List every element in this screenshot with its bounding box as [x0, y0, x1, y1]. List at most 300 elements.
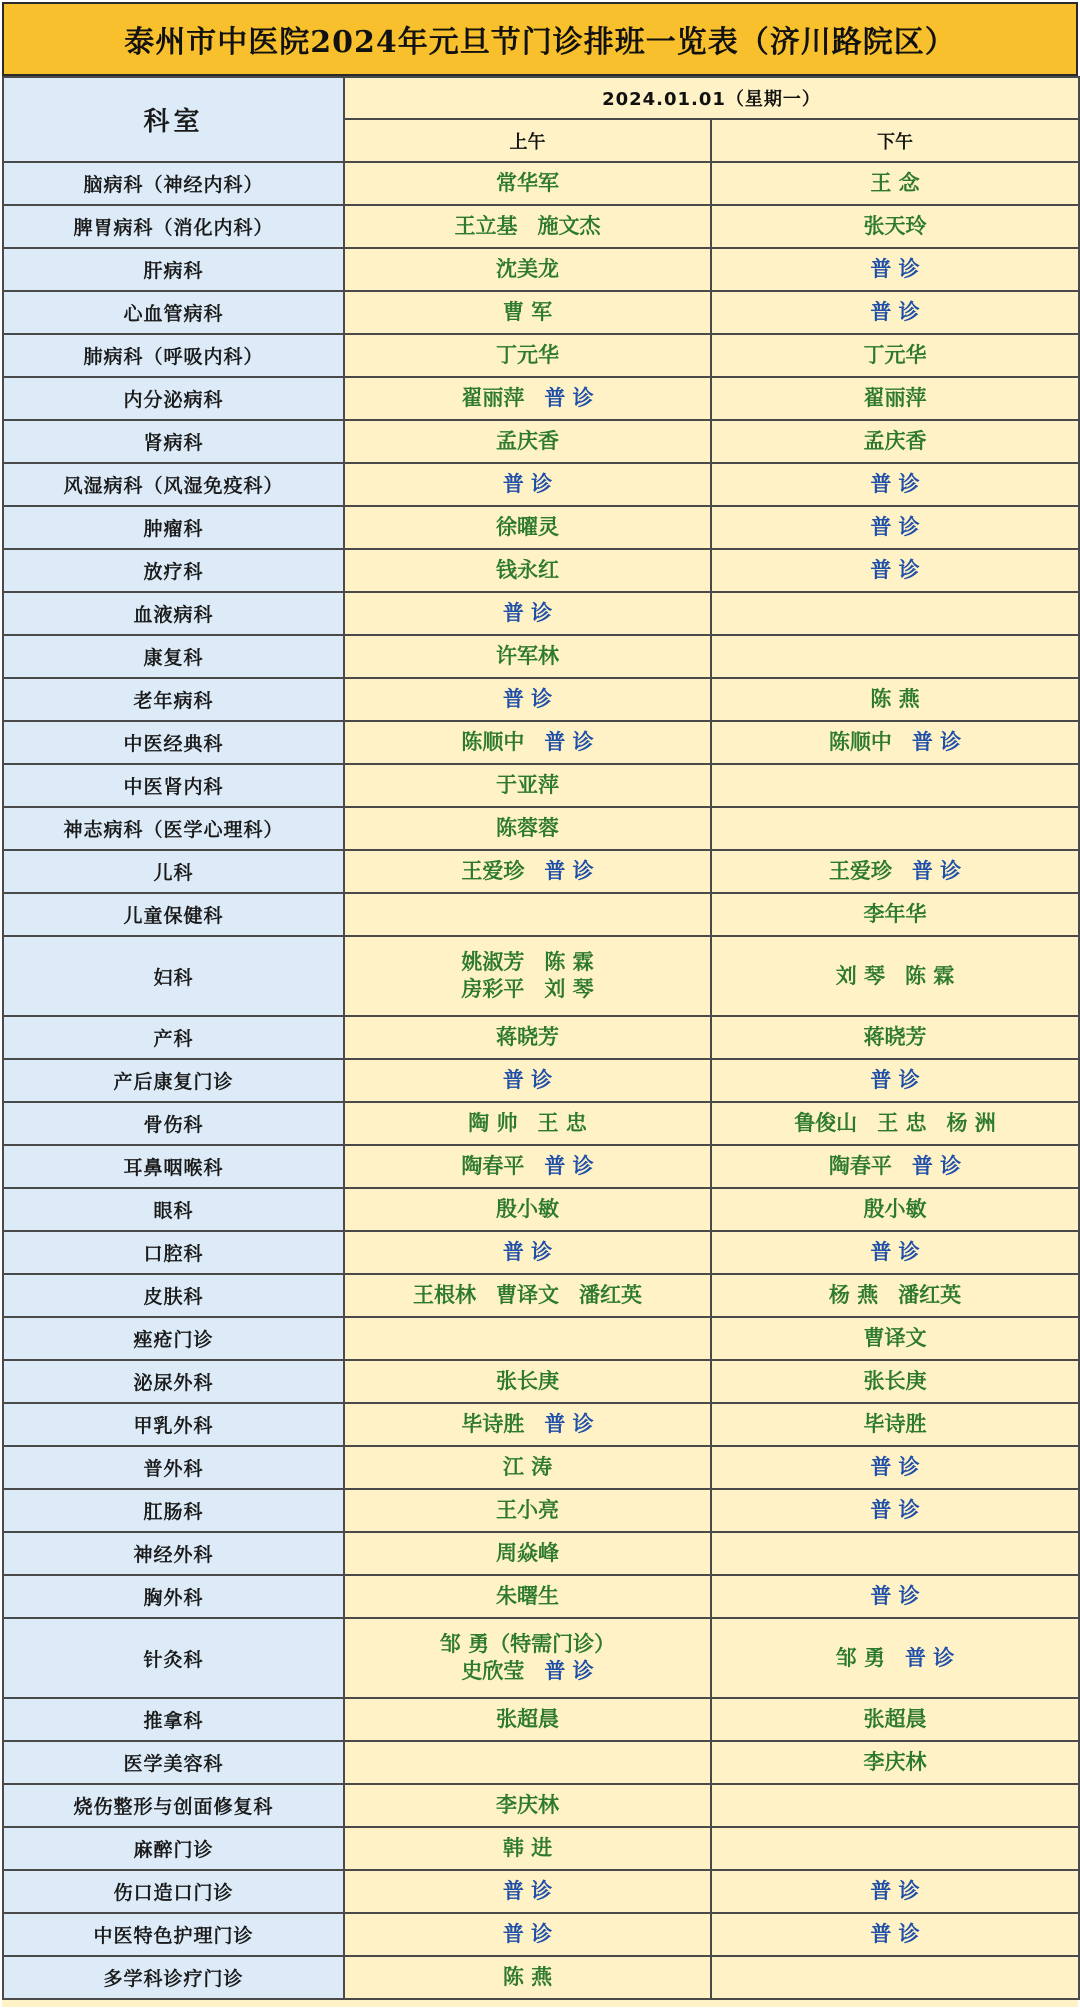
table-row	[3, 291, 1079, 334]
table-row	[3, 1741, 1079, 1784]
cell-line	[712, 557, 1078, 584]
afternoon-cell	[711, 1446, 1079, 1489]
cell-line	[712, 1878, 1078, 1905]
department-name: 血液病科	[3, 592, 344, 635]
doctor-name: 王 忠	[537, 1111, 587, 1135]
department-name: 老年病科	[3, 678, 344, 721]
cell-line	[345, 557, 710, 584]
department-name: 神经外科	[3, 1532, 344, 1575]
department-name: 皮肤科	[3, 1274, 344, 1317]
cell-line	[712, 1196, 1078, 1223]
cell-line	[345, 1239, 710, 1266]
department-name: 脑病科（神经内科）	[3, 162, 344, 205]
general-clinic-label: 普 诊	[870, 300, 920, 324]
afternoon-cell	[711, 1913, 1079, 1956]
cell-line	[712, 1024, 1078, 1051]
table-row	[3, 635, 1079, 678]
morning-cell	[344, 1016, 711, 1059]
doctor-name: 陶春平	[828, 1154, 892, 1178]
doctor-name: 张超晨	[863, 1707, 927, 1731]
table-row	[3, 807, 1079, 850]
doctor-name: 曹 军	[502, 300, 553, 324]
cell-line	[345, 1631, 710, 1658]
morning-cell	[344, 1403, 711, 1446]
general-clinic-label: 普 诊	[502, 1879, 553, 1903]
department-name: 产科	[3, 1016, 344, 1059]
morning-cell	[344, 334, 711, 377]
general-clinic-label: 普 诊	[870, 472, 920, 496]
department-name: 风湿病科（风湿免疫科）	[3, 463, 344, 506]
doctor-name: 韩 进	[502, 1836, 553, 1860]
general-clinic-label: 普 诊	[870, 1068, 920, 1092]
department-name: 推拿科	[3, 1698, 344, 1741]
table-row	[3, 1913, 1079, 1956]
afternoon-cell	[711, 1618, 1079, 1698]
cell-line	[345, 949, 710, 976]
cell-line	[345, 1497, 710, 1524]
general-clinic-label: 普 诊	[502, 1068, 553, 1092]
table-row	[3, 1274, 1079, 1317]
afternoon-cell	[711, 592, 1079, 635]
table-row	[3, 592, 1079, 635]
afternoon-cell	[711, 1231, 1079, 1274]
cell-line	[345, 514, 710, 541]
doctor-name: 王根林	[413, 1283, 476, 1307]
schedule-sheet	[2, 2, 1078, 2007]
department-name: 中医肾内科	[3, 764, 344, 807]
department-name: 内分泌病科	[3, 377, 344, 420]
doctor-name: 鲁俊山	[794, 1111, 858, 1135]
header-row-date	[3, 77, 1079, 119]
department-name: 妇科	[3, 936, 344, 1016]
cell-line	[712, 428, 1078, 455]
doctor-name: 李年华	[863, 902, 927, 926]
afternoon-cell	[711, 377, 1079, 420]
cell-line	[345, 1153, 710, 1180]
morning-cell	[344, 1827, 711, 1870]
morning-cell	[344, 1360, 711, 1403]
department-name: 心血管病科	[3, 291, 344, 334]
morning-cell	[344, 1575, 711, 1618]
afternoon-cell	[711, 1016, 1079, 1059]
table-row	[3, 1870, 1079, 1913]
cell-line	[345, 1835, 710, 1862]
doctor-name: 施文杰	[537, 214, 601, 238]
afternoon-cell	[711, 506, 1079, 549]
cell-line	[712, 1239, 1078, 1266]
cell-line	[712, 858, 1078, 885]
cell-line	[712, 385, 1078, 412]
doctor-name: 张天玲	[863, 214, 927, 238]
doctor-name: 姚淑芳	[461, 950, 525, 974]
page-title: 泰州市中医院2024年元旦节门诊排班一览表（济川路院区）	[2, 2, 1078, 76]
table-row	[3, 1956, 1079, 1999]
morning-cell	[344, 1317, 711, 1360]
department-name: 医学美容科	[3, 1741, 344, 1784]
morning-cell	[344, 1059, 711, 1102]
department-name: 胸外科	[3, 1575, 344, 1618]
cell-line	[345, 1921, 710, 1948]
cell-line	[345, 428, 710, 455]
department-name: 神志病科（医学心理科）	[3, 807, 344, 850]
doctor-name: 王小亮	[496, 1498, 559, 1522]
cell-line	[345, 471, 710, 498]
afternoon-cell	[711, 1827, 1079, 1870]
department-name: 眼科	[3, 1188, 344, 1231]
department-name: 肝病科	[3, 248, 344, 291]
table-row	[3, 1188, 1079, 1231]
cell-line	[712, 1921, 1078, 1948]
afternoon-cell	[711, 850, 1079, 893]
department-name: 康复科	[3, 635, 344, 678]
table-row	[3, 205, 1079, 248]
table-row	[3, 248, 1079, 291]
afternoon-cell	[711, 1532, 1079, 1575]
table-row	[3, 1016, 1079, 1059]
general-clinic-label: 普 诊	[502, 601, 553, 625]
doctor-name: 毕诗胜	[863, 1412, 927, 1436]
schedule-body	[3, 162, 1079, 1999]
general-clinic-label: 普 诊	[905, 1645, 955, 1670]
doctor-name: 孟庆香	[496, 429, 559, 453]
doctor-name: 刘 琴	[544, 977, 594, 1001]
cell-line	[345, 686, 710, 713]
doctor-name: 邹 勇	[835, 1645, 885, 1670]
date-header: 2024.01.01（星期一）	[344, 77, 1079, 119]
morning-cell	[344, 1913, 711, 1956]
afternoon-cell	[711, 334, 1079, 377]
doctor-name: 张长庚	[496, 1369, 559, 1393]
cell-line	[345, 1067, 710, 1094]
general-clinic-label: 普 诊	[502, 687, 553, 711]
cell-line	[712, 1645, 1078, 1672]
cell-line	[712, 514, 1078, 541]
table-row	[3, 1231, 1079, 1274]
table-row	[3, 1403, 1079, 1446]
doctor-name: 杨 洲	[946, 1111, 996, 1135]
doctor-name: 张超晨	[496, 1707, 559, 1731]
table-row	[3, 463, 1079, 506]
morning-cell	[344, 936, 711, 1016]
table-row	[3, 1827, 1079, 1870]
table-row	[3, 764, 1079, 807]
department-name: 伤口造口门诊	[3, 1870, 344, 1913]
doctor-name: 毕诗胜	[461, 1412, 525, 1436]
cell-line	[345, 256, 710, 283]
cell-line	[345, 1706, 710, 1733]
doctor-name: 翟丽萍	[461, 386, 525, 410]
department-name: 甲乳外科	[3, 1403, 344, 1446]
doctor-name: 蒋晓芳	[496, 1025, 559, 1049]
afternoon-cell	[711, 1059, 1079, 1102]
cell-line	[345, 1282, 710, 1309]
morning-cell	[344, 1870, 711, 1913]
cell-line	[345, 1792, 710, 1819]
doctor-name: 陈顺中	[461, 730, 525, 754]
doctor-name: 房彩平	[461, 977, 525, 1001]
table-row	[3, 678, 1079, 721]
cell-line	[712, 1282, 1078, 1309]
doctor-name: 周焱峰	[496, 1541, 559, 1565]
cell-line	[345, 1196, 710, 1223]
morning-cell	[344, 1145, 711, 1188]
cell-line	[712, 1706, 1078, 1733]
morning-cell	[344, 1274, 711, 1317]
doctor-name: 陈顺中	[828, 730, 892, 754]
general-clinic-label: 普 诊	[911, 730, 962, 754]
afternoon-cell	[711, 1698, 1079, 1741]
afternoon-cell	[711, 549, 1079, 592]
morning-cell	[344, 1489, 711, 1532]
afternoon-cell	[711, 1102, 1079, 1145]
cell-line	[345, 600, 710, 627]
general-clinic-label: 普 诊	[870, 1455, 920, 1479]
general-clinic-label: 普 诊	[870, 257, 920, 281]
cell-line	[712, 213, 1078, 240]
department-name: 肾病科	[3, 420, 344, 463]
general-clinic-label: 普 诊	[544, 1154, 594, 1178]
doctor-name: 王爱珍	[828, 859, 892, 883]
morning-cell	[344, 592, 711, 635]
cell-line	[345, 858, 710, 885]
table-row	[3, 1698, 1079, 1741]
cell-line	[345, 1583, 710, 1610]
doctor-name: 王爱珍	[461, 859, 525, 883]
doctor-name: 刘 琴	[835, 963, 885, 988]
afternoon-cell	[711, 721, 1079, 764]
general-clinic-label: 普 诊	[870, 1240, 920, 1264]
general-clinic-label: 普 诊	[911, 859, 962, 883]
doctor-name: 曹译文	[863, 1326, 927, 1350]
doctor-name: 邹 勇（特需门诊）	[439, 1632, 616, 1656]
doctor-name: 孟庆香	[863, 429, 927, 453]
doctor-name: 陶春平	[461, 1154, 525, 1178]
cell-line	[345, 815, 710, 842]
cell-line	[712, 1368, 1078, 1395]
afternoon-cell	[711, 1784, 1079, 1827]
afternoon-cell	[711, 1870, 1079, 1913]
doctor-name: 史欣莹	[461, 1659, 525, 1683]
table-row	[3, 721, 1079, 764]
general-clinic-label: 普 诊	[502, 472, 553, 496]
cell-line	[712, 1749, 1078, 1776]
afternoon-cell	[711, 1956, 1079, 1999]
cell-line	[712, 471, 1078, 498]
department-name: 肛肠科	[3, 1489, 344, 1532]
afternoon-cell	[711, 635, 1079, 678]
cell-line	[345, 772, 710, 799]
doctor-name: 陈 燕	[502, 1965, 553, 1989]
cell-line	[345, 643, 710, 670]
doctor-name: 陶 帅	[468, 1111, 518, 1135]
morning-cell	[344, 1784, 711, 1827]
doctor-name: 曹译文	[496, 1283, 559, 1307]
morning-cell	[344, 1698, 711, 1741]
afternoon-cell	[711, 1317, 1079, 1360]
afternoon-cell	[711, 291, 1079, 334]
schedule-table	[2, 76, 1080, 2000]
morning-cell	[344, 807, 711, 850]
doctor-name: 杨 燕	[828, 1283, 879, 1307]
department-name: 痤疮门诊	[3, 1317, 344, 1360]
morning-cell	[344, 1618, 711, 1698]
department-name: 普外科	[3, 1446, 344, 1489]
department-name: 泌尿外科	[3, 1360, 344, 1403]
doctor-name: 王 忠	[877, 1111, 927, 1135]
cell-line	[712, 170, 1078, 197]
cell-line	[345, 299, 710, 326]
cell-line	[712, 686, 1078, 713]
table-row	[3, 549, 1079, 592]
doctor-name: 钱永红	[496, 558, 559, 582]
cell-line	[712, 1497, 1078, 1524]
table-row	[3, 1784, 1079, 1827]
table-row	[3, 1446, 1079, 1489]
general-clinic-label: 普 诊	[870, 1879, 920, 1903]
doctor-name: 蒋晓芳	[863, 1025, 927, 1049]
cell-line	[345, 1878, 710, 1905]
doctor-name: 李庆林	[863, 1750, 927, 1774]
department-name: 耳鼻咽喉科	[3, 1145, 344, 1188]
cell-line	[345, 1411, 710, 1438]
morning-column-header: 上午	[344, 119, 711, 162]
general-clinic-label: 普 诊	[544, 730, 594, 754]
afternoon-cell	[711, 1145, 1079, 1188]
department-name: 骨伤科	[3, 1102, 344, 1145]
department-name: 儿科	[3, 850, 344, 893]
doctor-name: 常华军	[496, 171, 559, 195]
table-row	[3, 936, 1079, 1016]
morning-cell	[344, 850, 711, 893]
doctor-name: 陈 燕	[870, 687, 920, 711]
cell-line	[345, 1454, 710, 1481]
cell-line	[712, 1583, 1078, 1610]
morning-cell	[344, 463, 711, 506]
department-name: 烧伤整形与创面修复科	[3, 1784, 344, 1827]
morning-cell	[344, 1532, 711, 1575]
cell-line	[345, 1658, 710, 1685]
department-name: 多学科诊疗门诊	[3, 1956, 344, 1999]
table-row	[3, 893, 1079, 936]
cell-line	[712, 1325, 1078, 1352]
afternoon-cell	[711, 162, 1079, 205]
cell-line	[712, 729, 1078, 756]
cell-line	[712, 256, 1078, 283]
morning-cell	[344, 1446, 711, 1489]
cell-line	[345, 976, 710, 1003]
table-row	[3, 420, 1079, 463]
cell-line	[345, 213, 710, 240]
cell-line	[345, 1368, 710, 1395]
table-row	[3, 1145, 1079, 1188]
table-row	[3, 1575, 1079, 1618]
doctor-name: 丁元华	[496, 343, 559, 367]
cell-line	[345, 1024, 710, 1051]
doctor-name: 陈蓉蓉	[496, 816, 559, 840]
afternoon-cell	[711, 807, 1079, 850]
morning-cell	[344, 506, 711, 549]
cell-line	[712, 1067, 1078, 1094]
cell-line	[345, 385, 710, 412]
afternoon-cell	[711, 248, 1079, 291]
morning-cell	[344, 764, 711, 807]
cell-line	[712, 963, 1078, 990]
doctor-name: 王 念	[870, 171, 920, 195]
doctor-name: 沈美龙	[496, 257, 559, 281]
afternoon-cell	[711, 1274, 1079, 1317]
department-name: 放疗科	[3, 549, 344, 592]
morning-cell	[344, 893, 711, 936]
general-clinic-label: 普 诊	[544, 1659, 594, 1683]
morning-cell	[344, 1231, 711, 1274]
table-row	[3, 334, 1079, 377]
cell-line	[712, 1110, 1078, 1137]
afternoon-cell	[711, 936, 1079, 1016]
morning-cell	[344, 678, 711, 721]
doctor-name: 翟丽萍	[863, 386, 927, 410]
morning-cell	[344, 205, 711, 248]
department-name: 麻醉门诊	[3, 1827, 344, 1870]
cell-line	[345, 1964, 710, 1991]
afternoon-cell	[711, 1489, 1079, 1532]
general-clinic-label: 普 诊	[870, 1498, 920, 1522]
morning-cell	[344, 291, 711, 334]
table-row	[3, 1489, 1079, 1532]
department-name: 针灸科	[3, 1618, 344, 1698]
department-name: 肿瘤科	[3, 506, 344, 549]
afternoon-column-header: 下午	[711, 119, 1079, 162]
morning-cell	[344, 1102, 711, 1145]
cell-line	[345, 170, 710, 197]
afternoon-cell	[711, 463, 1079, 506]
cell-line	[345, 342, 710, 369]
afternoon-cell	[711, 420, 1079, 463]
department-name: 口腔科	[3, 1231, 344, 1274]
morning-cell	[344, 549, 711, 592]
department-name: 儿童保健科	[3, 893, 344, 936]
general-clinic-label: 普 诊	[544, 859, 594, 883]
doctor-name: 陈 霖	[544, 950, 594, 974]
table-row	[3, 1532, 1079, 1575]
afternoon-cell	[711, 764, 1079, 807]
doctor-name: 潘红英	[898, 1283, 962, 1307]
department-name: 产后康复门诊	[3, 1059, 344, 1102]
doctor-name: 丁元华	[863, 343, 927, 367]
cell-line	[345, 1540, 710, 1567]
general-clinic-label: 普 诊	[870, 558, 920, 582]
general-clinic-label: 普 诊	[544, 386, 594, 410]
afternoon-cell	[711, 678, 1079, 721]
cell-line	[712, 299, 1078, 326]
table-row	[3, 1059, 1079, 1102]
cell-line	[345, 1110, 710, 1137]
general-clinic-label: 普 诊	[870, 1922, 920, 1946]
afternoon-cell	[711, 1741, 1079, 1784]
table-row	[3, 1618, 1079, 1698]
general-clinic-label: 普 诊	[544, 1412, 594, 1436]
afternoon-cell	[711, 1575, 1079, 1618]
general-clinic-label: 普 诊	[911, 1154, 962, 1178]
doctor-name: 殷小敏	[496, 1197, 559, 1221]
department-name: 中医经典科	[3, 721, 344, 764]
doctor-name: 王立基	[454, 214, 518, 238]
afternoon-cell	[711, 1403, 1079, 1446]
morning-cell	[344, 248, 711, 291]
morning-cell	[344, 635, 711, 678]
department-name: 中医特色护理门诊	[3, 1913, 344, 1956]
table-row	[3, 1102, 1079, 1145]
general-clinic-label: 普 诊	[502, 1922, 553, 1946]
